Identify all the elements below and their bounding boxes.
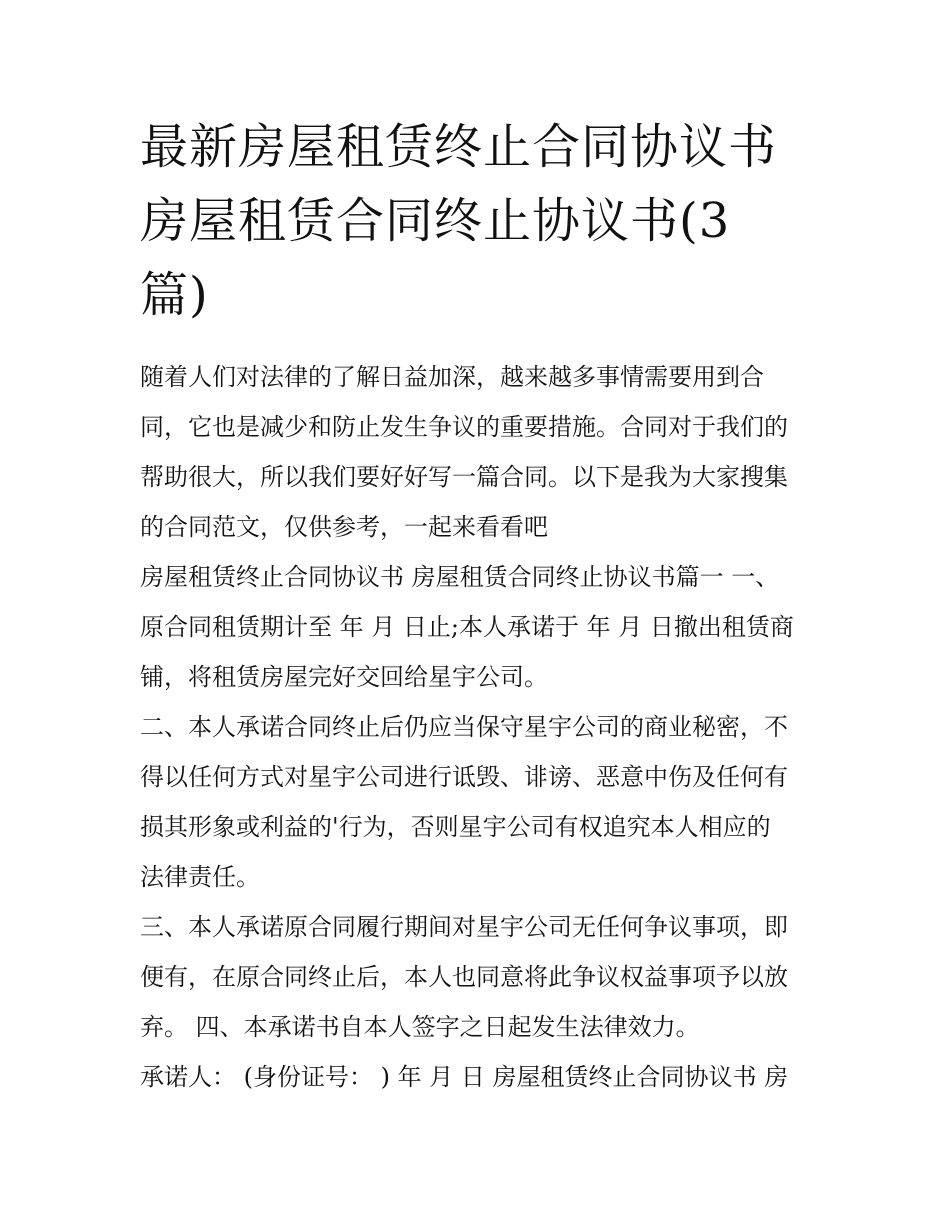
document-title [140,110,820,332]
title-line: 最新房屋租赁终止合同协议书 [140,119,778,175]
text-line: 弃。 四、本承诺书自本人签字之日起发生法律效力。 [140,1013,700,1041]
clause-two-paragraph [140,702,820,902]
text-line: 随着人们对法律的了解日益加深，越来越多事情需要用到合 [140,363,764,391]
text-line: 原合同租赁期计至 年 月 日止;本人承诺于 年 月 日撤出租赁商 [140,613,794,641]
text-line: 二、本人承诺合同终止后仍应当保守星宇公司的商业秘密，不 [140,713,788,741]
title-line: 篇) [140,267,209,323]
text-line: 铺，将租赁房屋完好交回给星宇公司。 [140,663,548,691]
text-line: 得以任何方式对星宇公司进行诋毁、诽谤、恶意中伤及任何有 [140,763,788,791]
text-line: 承诺人： (身份证号： ) 年 月 日 房屋租赁终止合同协议书 房 [140,1063,789,1091]
intro-paragraph [140,352,820,552]
text-line: 同，它也是减少和防止发生争议的重要措施。合同对于我们的 [140,413,788,441]
text-line: 的合同范文，仅供参考，一起来看看吧 [140,513,548,541]
signature-paragraph [140,1052,820,1102]
text-line: 三、本人承诺原合同履行期间对星宇公司无任何争议事项，即 [140,913,788,941]
text-line: 法律责任。 [140,863,260,891]
text-line: 帮助很大，所以我们要好好写一篇合同。以下是我为大家搜集 [140,463,788,491]
text-line: 房屋租赁终止合同协议书 房屋租赁合同终止协议书篇一 一、 [140,563,780,591]
clause-three-paragraph [140,902,820,1052]
title-line: 房屋租赁合同终止协议书(3 [140,193,731,249]
text-line: 便有，在原合同终止后，本人也同意将此争议权益事项予以放 [140,963,788,991]
text-line: 损其形象或利益的'行为，否则星宇公司有权追究本人相应的 [140,813,771,841]
clause-one-paragraph [140,552,820,702]
